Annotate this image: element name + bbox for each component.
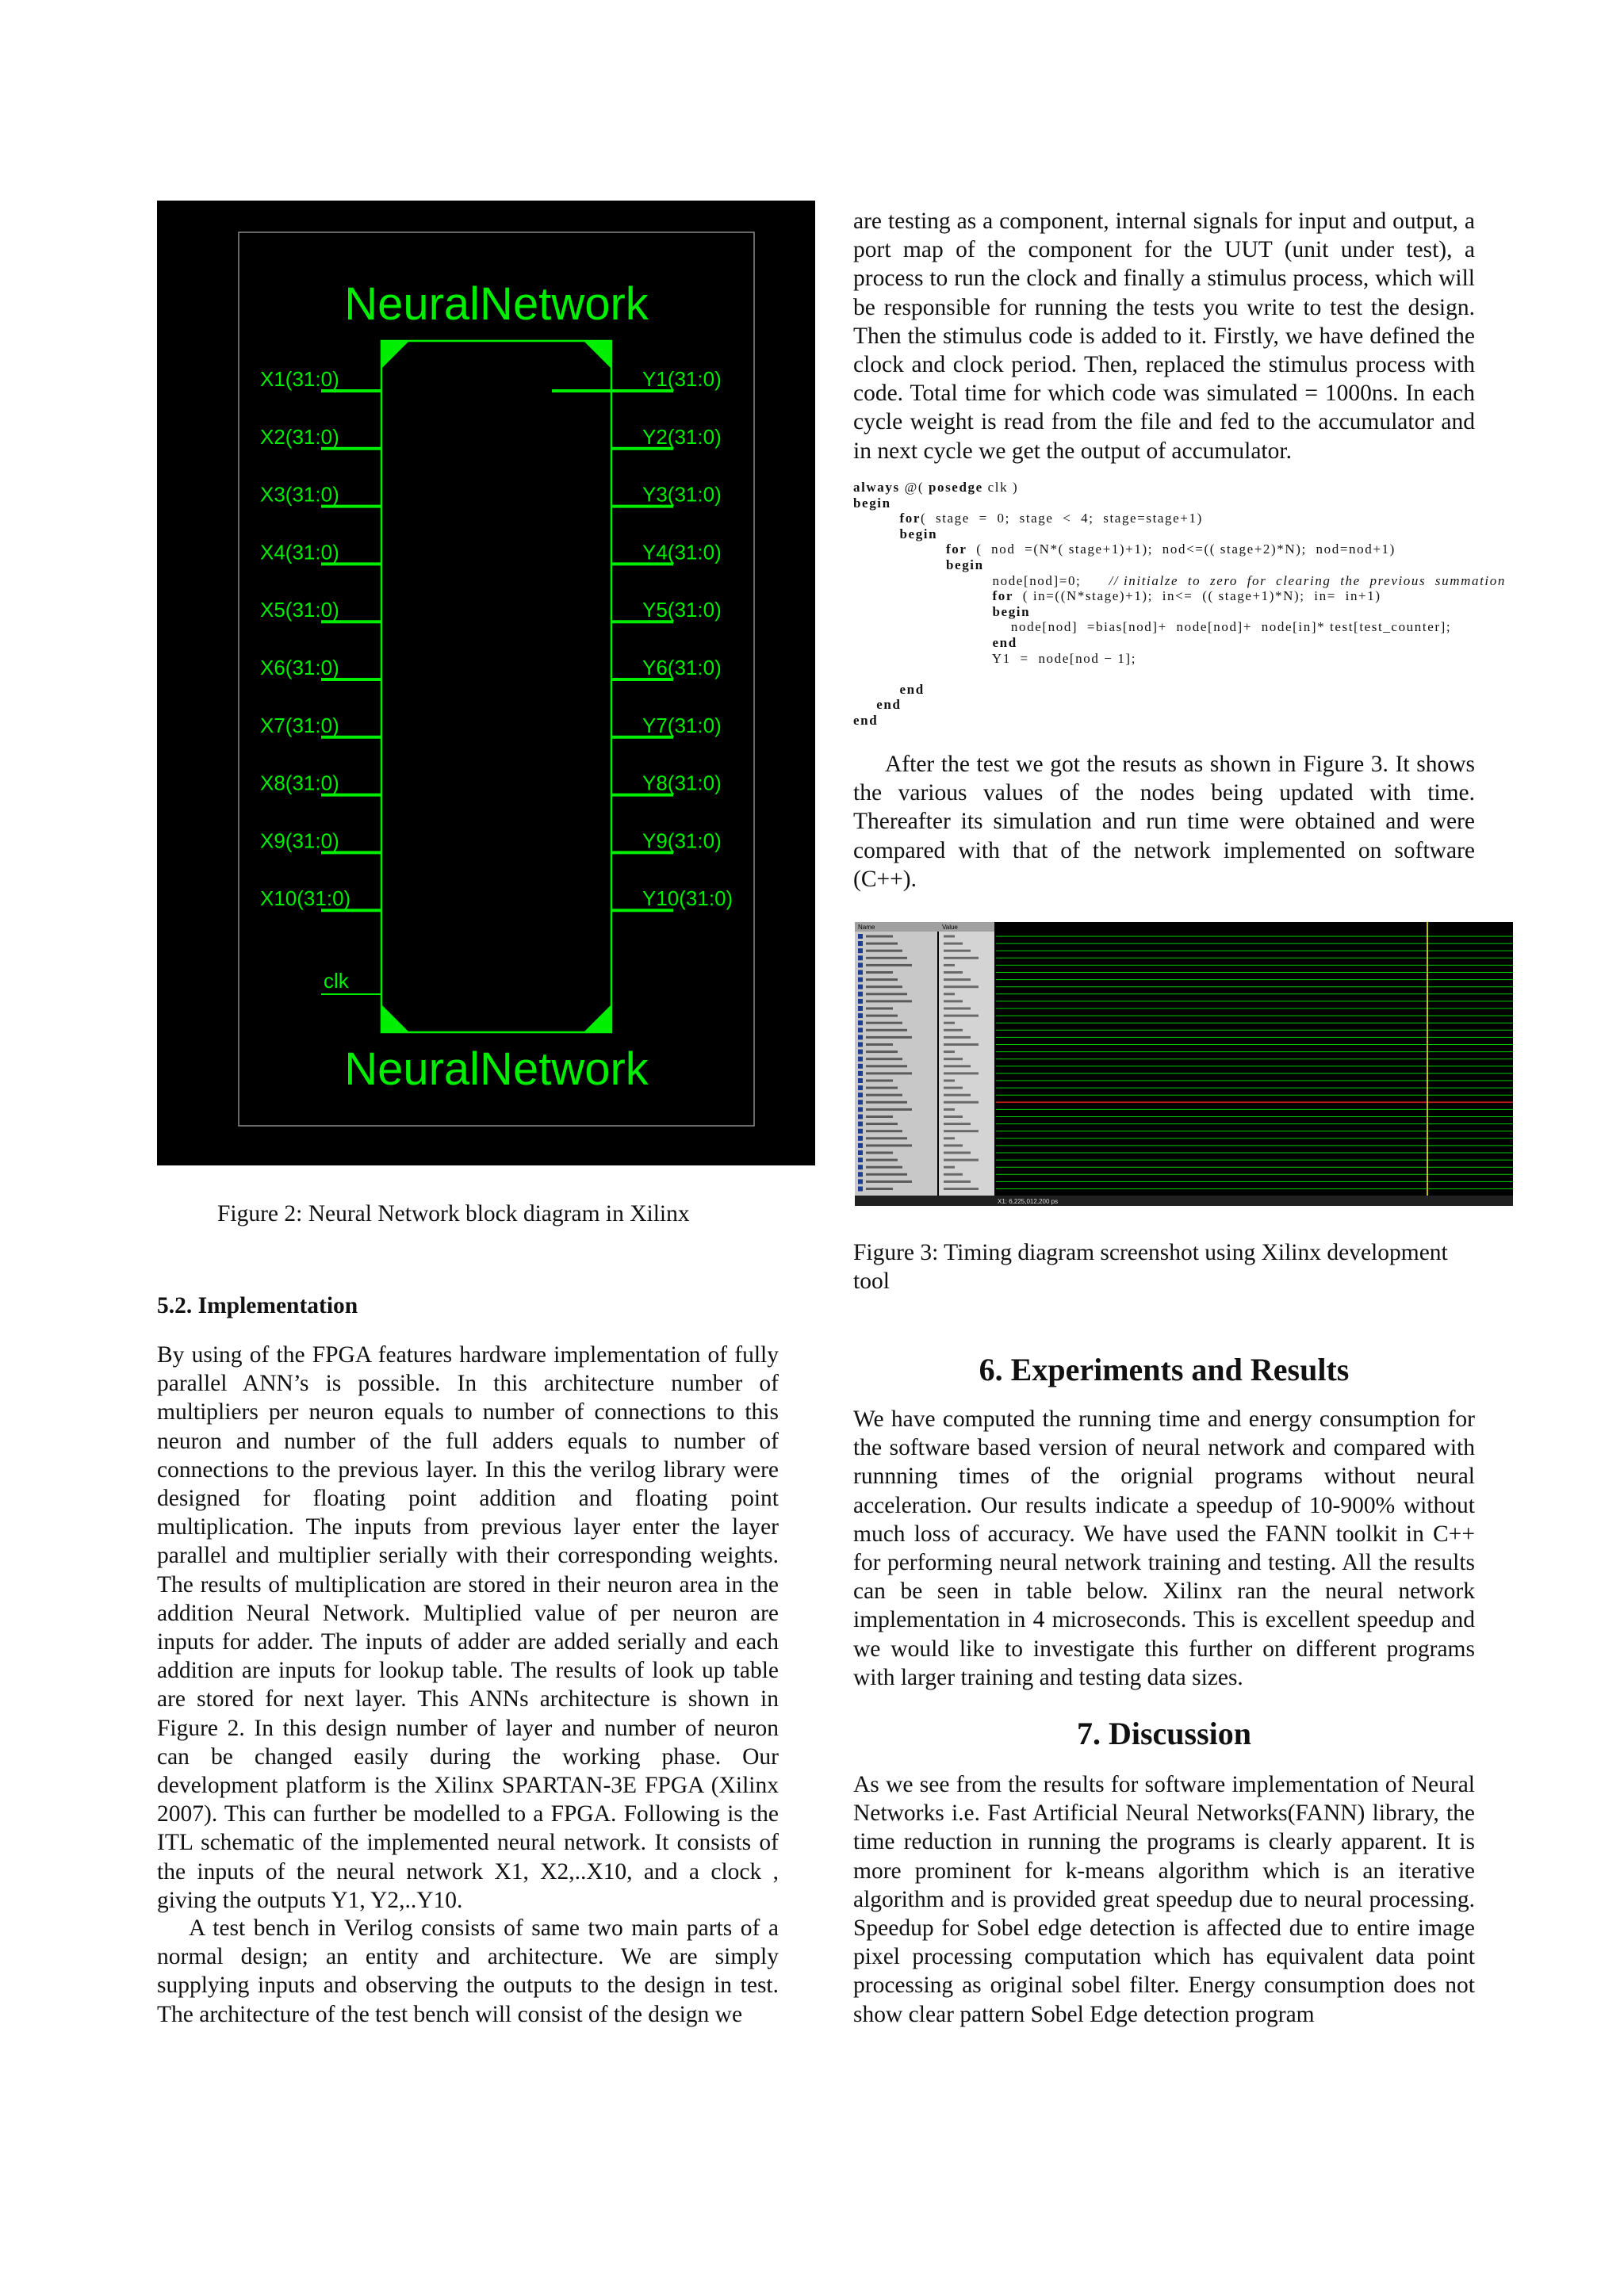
corner-top-right [584, 341, 611, 369]
signal-name-mark [866, 964, 912, 966]
output-port-label: Y2(31:0) [642, 424, 722, 449]
input-port-label: X5(31:0) [260, 598, 339, 622]
input-port-label: X2(31:0) [260, 424, 339, 449]
signal-value-mark [944, 1015, 979, 1017]
signal-value-mark [944, 1080, 955, 1082]
corner-bottom-left [381, 1004, 409, 1032]
output-port-label: Y4(31:0) [642, 540, 722, 564]
signal-name-mark [866, 957, 907, 959]
signal-icon [858, 1165, 863, 1169]
code-text: @( [899, 480, 929, 495]
signal-name-mark [866, 1094, 902, 1096]
signal-value-mark [944, 1058, 963, 1060]
code-keyword: begin [853, 495, 891, 511]
signal-value-mark [944, 1036, 971, 1039]
signal-value-mark [944, 1188, 979, 1190]
signal-value-mark [944, 1065, 971, 1067]
signal-icon [858, 1129, 863, 1134]
signal-value-mark [944, 1029, 963, 1031]
ports-group [260, 367, 733, 994]
signal-icon [858, 1043, 863, 1047]
signal-name-mark [866, 1115, 893, 1118]
module-block [381, 341, 611, 1032]
section-5-2-paragraph-1: By using of the FPGA features hardware implementation of fully parallel ANN’s is possible. In this architecture number of multipliers per neuron equals to number of connections to this neuron and number of the full adders equals to number of connections to the previous layer. In this the verilog library were designed for floating point addition and floating point multiplication. The inputs from previous layer enter the layer parallel and multiplier serially with their corresponding weights. The results of multiplication are stored in their neuron area in the addition Neural Network. Multiplied value of per neuron are inputs for adder. The inputs of adder are added serially and each addition are inputs for lookup table. The results of look up table are stored for next layer. This ANNs architecture is shown in Figure 2. In this design number of layer and number of neuron can be changed easily during the working phase. Our development platform is the Xilinx SPARTAN-3E FPGA (Xilinx 2007). This can further be modelled to a FPGA. Following is the ITL schematic of the implemented neural network. It consists of the inputs of the neural network X1, X2,..X10, and a clock , giving the outputs Y1, Y2,..Y10. [157, 1342, 779, 1913]
code-keyword: end [899, 681, 925, 697]
input-port-label: X1(31:0) [260, 367, 339, 391]
output-port-label: Y10(31:0) [642, 886, 733, 911]
output-port-label: Y6(31:0) [642, 656, 722, 679]
signal-value-mark [944, 957, 979, 959]
signal-icon [858, 1143, 863, 1148]
signal-name-mark [866, 1188, 893, 1190]
section-7-heading: 7. Discussion [1076, 1716, 1252, 1751]
timing-svg [855, 922, 1513, 1206]
signal-icon [858, 1071, 863, 1076]
signal-name-mark [866, 1036, 912, 1039]
time-ruler [996, 922, 1513, 933]
code-keyword: for [946, 541, 967, 557]
signal-value-mark [944, 964, 955, 966]
section-5-2-paragraph-2: A test bench in Verilog consists of same two main parts of a normal design; an entity and architecture. We are simply supplying inputs and observing the outputs to the design in test. The architecture of the test bench will consist of the design we [157, 1915, 779, 2027]
code-comment: // initialze to zero for clearing the previous summation [1109, 572, 1506, 588]
signal-name-mark [866, 971, 893, 974]
code-text: clk ) [982, 480, 1019, 495]
signal-value-mark [944, 1000, 963, 1002]
signal-value-mark [944, 1181, 971, 1183]
signal-name-mark [866, 1123, 898, 1125]
signal-value-mark [944, 1152, 971, 1154]
section-6-heading: 6. Experiments and Results [979, 1352, 1350, 1387]
input-port-label: X6(31:0) [260, 656, 339, 679]
signal-name-mark [866, 1008, 893, 1010]
output-port-label: Y9(31:0) [642, 828, 722, 853]
figure-2-schematic [157, 201, 815, 1165]
signal-icon [858, 948, 863, 953]
title-bottom: NeuralNetwork [344, 1043, 649, 1095]
section-6-paragraph: We have computed the running time and energy consumption for the software based version of neural network and compared with runnning times of the orignial programs without neural acceleration. Our results indicate a speedup of 10-900% without much loss of accuracy. We have used the FANN toolkit in C++ for performing neural network training and testing. All the results can be seen in table below. Xilinx ran the neural network implementation in 4 microseconds. This is excellent speedup and we would like to investigate this further on different programs with larger training and testing data sizes. [853, 1406, 1475, 1690]
output-port-label: Y8(31:0) [642, 771, 722, 795]
signal-value-mark [944, 1130, 979, 1132]
code-keyword: posedge [928, 480, 983, 495]
signal-name-mark [866, 1159, 898, 1161]
signal-name-mark [866, 936, 893, 938]
signal-value-mark [944, 1101, 979, 1104]
signal-name-mark [866, 1080, 893, 1082]
signal-name-mark [866, 1166, 902, 1169]
signal-value-mark [944, 1144, 963, 1146]
after-test-paragraph: After the test we got the resuts as shown in Figure 3. It shows the various values of the nodes being updated with time. Thereafter its simulation and run time were obtained and were compared with that of the network implemented on software (C++). [853, 752, 1475, 892]
signal-icon [858, 1064, 863, 1069]
signal-icon [858, 1100, 863, 1104]
signal-value-mark [944, 1159, 979, 1161]
schematic-svg [157, 201, 815, 1165]
output-port-label: Y7(31:0) [642, 713, 722, 737]
input-port-label: X8(31:0) [260, 771, 339, 795]
signal-icon [858, 955, 863, 960]
signal-name-mark [866, 1050, 898, 1053]
signal-name-mark [866, 1137, 907, 1139]
signal-name-mark [866, 1173, 907, 1176]
code-keyword: end [876, 697, 902, 713]
signal-value-mark [944, 985, 979, 988]
signal-name-mark [866, 1043, 893, 1046]
code-keyword: for [992, 588, 1014, 604]
code-text: node[nod]=0; [992, 572, 1109, 588]
signal-name-mark [866, 993, 907, 995]
signal-icon [858, 992, 863, 997]
signal-name-mark [866, 1072, 912, 1074]
signal-value-mark [944, 978, 971, 981]
signal-icon [858, 941, 863, 946]
signal-icon [858, 1107, 863, 1112]
code-text: node[nod] =bias[nod]+ node[nod]+ node[in]* test[test_counter]; [1010, 619, 1452, 635]
signal-value-mark [944, 950, 971, 952]
signal-icon [858, 962, 863, 967]
input-port-label: X10(31:0) [260, 886, 351, 911]
signal-icon [858, 1158, 863, 1162]
signal-icon [858, 1078, 863, 1083]
signal-value-mark [944, 1173, 963, 1176]
figure-3-caption: Figure 3: Timing diagram screenshot using Xilinx development tool [853, 1240, 1448, 1294]
signal-icon [858, 1179, 863, 1184]
signal-value-mark [944, 936, 955, 938]
signal-icon [858, 1006, 863, 1011]
signal-name-mark [866, 1058, 902, 1060]
signal-icon [858, 1172, 863, 1177]
code-keyword: always [853, 480, 900, 495]
signal-name-mark [866, 1087, 898, 1089]
signal-icon [858, 1150, 863, 1155]
signal-value-mark [944, 1087, 963, 1089]
status-bar [855, 1196, 1513, 1206]
signal-value-mark [944, 1094, 971, 1096]
code-keyword: begin [946, 557, 984, 572]
testbench-paragraph: are testing as a component, internal signals for input and output, a port map of the component for the UUT (unit under test), a process to run the clock and finally a stimulus process, which will be responsible for running the tests you write to test the design. Then the stimulus code is added to it. Firstly, we have defined the clock and clock period. Then, replaced the stimulus process with code. Total time for which code was simulated = 1000ns. In each cycle weight is read from the file and fed to the accumulator and in next cycle we get the output of accumulator. [853, 209, 1475, 464]
signal-icon [858, 1035, 863, 1039]
signal-value-mark [944, 1137, 955, 1139]
signal-value-mark [944, 1123, 971, 1125]
code-text: ( in=((N*stage)+1); in<= (( stage+1)*N); in= in+1) [1013, 588, 1381, 604]
signal-name-mark [866, 1181, 912, 1183]
signal-name-mark [866, 1022, 902, 1024]
signal-value-mark [944, 1166, 955, 1169]
signal-name-mark [866, 943, 898, 945]
signal-icon [858, 1136, 863, 1141]
code-keyword: begin [899, 526, 938, 541]
signal-icon [858, 1187, 863, 1192]
signal-name-mark [866, 1130, 902, 1132]
signal-value-mark [944, 1050, 955, 1053]
cursor-readout: X1: 6,225,012,200 ps [998, 1198, 1059, 1205]
input-port-label: X3(31:0) [260, 482, 339, 507]
signal-value-mark [944, 1022, 955, 1024]
signal-icon [858, 1093, 863, 1097]
signal-name-mark [866, 978, 898, 981]
output-port-label: Y3(31:0) [642, 482, 722, 507]
figure-2-caption: Figure 2: Neural Network block diagram in Xilinx [217, 1201, 690, 1226]
signal-value-mark [944, 971, 963, 974]
code-keyword: end [992, 634, 1017, 650]
signal-icon [858, 1085, 863, 1090]
code-keyword: for [899, 511, 921, 526]
signal-value-mark [944, 1108, 955, 1111]
title-top: NeuralNetwork [344, 278, 649, 330]
signal-value-mark [944, 1008, 971, 1010]
code-keyword: end [853, 712, 879, 728]
signal-value-mark [944, 993, 955, 995]
signal-name-mark [866, 1029, 907, 1031]
signal-value-mark [944, 1072, 979, 1074]
section-7-paragraph: As we see from the results for software implementation of Neural Networks i.e. Fast Artificial Neural Networks(FANN) library, the time reduction in running the programs is clearly apparent. It is more prominent for k-means algorithm which is an iterative algorithm and is provided great speedup due to neural processing. Speedup for Sobel edge detection is affected due to entire image pixel processing computation which has equivalent data point processing as original sobel filter. Energy consumption does not show clear pattern Sobel Edge detection program [853, 1772, 1475, 2027]
code-text: Y1 = node[nod − 1]; [991, 650, 1137, 666]
code-keyword: begin [992, 603, 1031, 619]
input-port-label: X9(31:0) [260, 828, 339, 853]
figure-3-timing-diagram [855, 922, 1513, 1206]
signal-icon [858, 985, 863, 989]
signal-name-mark [866, 1152, 893, 1154]
signal-name-mark [866, 1101, 907, 1104]
input-port-label: X7(31:0) [260, 713, 339, 737]
panel-header [855, 922, 994, 932]
corner-top-left [381, 341, 409, 369]
output-port-label: Y1(31:0) [642, 367, 722, 391]
signal-value-mark [944, 1115, 963, 1118]
signal-name-mark [866, 1144, 912, 1146]
signal-value-mark [944, 943, 963, 945]
signal-icon [858, 1027, 863, 1032]
signal-icon [858, 1122, 863, 1127]
code-text: ( stage = 0; stage < 4; stage=stage+1) [921, 511, 1203, 526]
input-port-label: X4(31:0) [260, 540, 339, 564]
signal-icon [858, 1057, 863, 1062]
header-name: Name [858, 924, 875, 931]
signal-icon [858, 970, 863, 975]
signal-icon [858, 1013, 863, 1018]
signal-name-mark [866, 950, 902, 952]
signal-icon [858, 934, 863, 939]
signal-value-mark [944, 1043, 979, 1046]
signal-icon [858, 999, 863, 1004]
section-5-2-heading: 5.2. Implementation [157, 1293, 358, 1318]
code-text: ( nod =(N*( stage+1)+1); nod<=(( stage+2)*N); nod=nod+1) [967, 541, 1396, 557]
verilog-code-listing [853, 480, 1622, 729]
output-port-label: Y5(31:0) [642, 598, 722, 622]
signal-name-mark [866, 1108, 912, 1111]
signal-icon [858, 978, 863, 982]
signal-name-mark [866, 1065, 907, 1067]
header-value: Value [942, 924, 958, 931]
clock-port-label: clk [324, 969, 349, 993]
signal-name-mark [866, 985, 902, 988]
signal-name-mark [866, 1015, 898, 1017]
signal-icon [858, 1050, 863, 1054]
signal-icon [858, 1020, 863, 1025]
signal-name-mark [866, 1000, 912, 1002]
corner-bottom-right [584, 1004, 611, 1032]
signal-icon [858, 1115, 863, 1119]
